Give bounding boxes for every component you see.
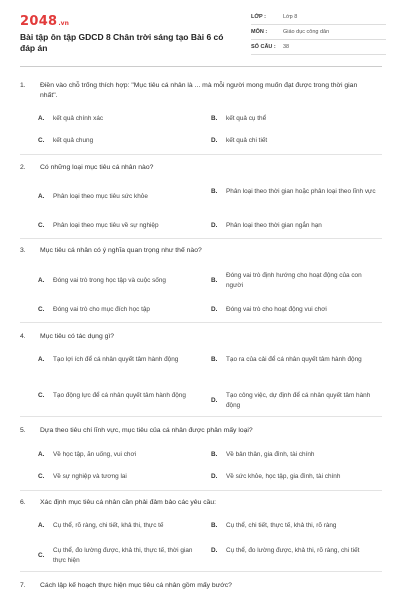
option-text: Cụ thể, đo lường được, khả thi, thực tế, thời gian thực hiện [53,547,193,564]
option-letter: C. [38,306,45,313]
option-6c[interactable] [38,546,203,565]
meta-label: SỐ CÂU : [251,44,276,50]
option-letter: B. [211,451,218,458]
option-letter: C. [38,222,45,229]
question-text: Mục tiêu có tác dụng gì? [40,333,115,340]
option-letter: A. [38,451,45,458]
option-letter: A. [38,356,45,363]
option-text: Đóng vai trò trong học tập và cuộc sống [53,277,166,284]
question-3 [20,246,382,256]
option-2c[interactable] [38,221,203,231]
option-2d[interactable] [211,221,376,231]
option-letter: D. [211,222,218,229]
option-letter: D. [211,306,218,313]
option-5c[interactable] [38,472,203,482]
option-1d[interactable] [211,136,376,146]
question-separator [20,154,382,155]
question-number: 1. [20,82,26,89]
question-separator [20,490,382,491]
option-2b[interactable] [211,187,376,197]
option-text: kết quả cụ thể [226,115,267,122]
option-2a[interactable] [38,192,203,202]
option-letter: A. [38,522,45,529]
option-6a[interactable] [38,521,203,531]
option-text: Cụ thể, rõ ràng, chi tiết, khả thi, thực tế [53,522,164,529]
option-letter: C. [38,392,45,399]
document-header [0,0,400,68]
question-5 [20,426,382,436]
meta-label: LỚP : [251,14,266,20]
option-6d[interactable] [211,546,376,556]
question-1 [20,81,382,101]
option-4b[interactable] [211,355,376,365]
option-text: Phân loại theo mục tiêu về sự nghiệp [53,222,159,229]
option-text: kết quả chung [53,137,94,144]
option-3d[interactable] [211,305,376,315]
option-letter: A. [38,115,45,122]
option-text: Tạo lợi ích để cá nhân quyết tâm hành động [53,356,179,363]
option-text: kết quả chi tiết [226,137,268,144]
option-text: Đóng vai trò định hướng cho hoạt động của con người [226,272,362,289]
option-text: Đóng vai trò cho mục đích học tập [53,306,150,313]
option-letter: B. [211,188,218,195]
option-letter: D. [211,473,218,480]
option-4c[interactable] [38,391,203,401]
option-6b[interactable] [211,521,376,531]
question-number: 3. [20,247,26,254]
option-text: kết quả chính xác [53,115,104,122]
question-number: 4. [20,333,26,340]
option-letter: A. [38,277,45,284]
question-text: Điền vào chỗ trống thích hợp: "Mục tiêu cá nhân là ... mà mỗi người mong muốn đạt được trong thời gian nhất". [40,82,358,99]
option-letter: C. [38,551,45,559]
option-text: Về học tập, ăn uống, vui chơi [53,451,137,458]
question-separator [20,571,382,572]
option-4a[interactable] [38,355,203,365]
meta-row-count [251,40,386,55]
option-text: Tạo công việc, dự định để cá nhân quyết tâm hành động [226,392,371,409]
option-text: Về bản thân, gia đình, tài chính [226,451,315,458]
question-text: Mục tiêu cá nhân có ý nghĩa quan trọng như thế nào? [40,247,202,254]
option-letter: B. [211,115,218,122]
option-letter: D. [211,547,218,554]
option-3a[interactable] [38,276,203,286]
option-3b[interactable] [211,271,376,290]
question-text: Cách lập kế hoạch thực hiện mục tiêu cá nhân gồm mấy bước? [40,582,232,589]
option-5a[interactable] [38,450,203,460]
question-separator [20,238,382,239]
option-text: Phân loại theo mục tiêu sức khỏe [53,193,148,200]
option-text: Phân loại theo thời gian ngắn hạn [226,222,322,229]
question-2 [20,163,382,173]
question-4 [20,332,382,342]
option-1c[interactable] [38,136,203,146]
meta-row-subject [251,25,386,40]
question-6 [20,498,382,508]
option-text: Về sức khỏe, học tập, gia đình, tài chính [226,473,341,480]
meta-value: Giáo dục công dân [283,29,330,35]
option-text: Tạo động lực để cá nhân quyết tâm hành động [53,392,186,399]
question-number: 2. [20,164,26,171]
option-3c[interactable] [38,305,203,315]
site-logo[interactable] [20,14,69,28]
document-meta [251,10,386,55]
meta-row-class [251,10,386,25]
question-text: Dựa theo tiêu chí lĩnh vực, mục tiêu của cá nhân được phân mấy loại? [40,427,253,434]
header-divider [20,66,382,67]
option-letter: A. [38,193,45,200]
option-text: Cụ thể, chi tiết, thực tế, khả thi, rõ ràng [226,522,337,529]
option-text: Đóng vai trò cho hoạt động vui chơi [226,306,327,313]
option-4d[interactable] [211,391,376,410]
option-letter: C. [38,137,45,144]
option-letter: B. [211,356,218,363]
meta-label: MÔN : [251,29,268,35]
option-letter: B. [211,276,218,284]
option-5d[interactable] [211,472,376,482]
logo-suffix: .vn [58,20,69,27]
option-letter: D. [211,137,218,144]
option-text: Tạo ra của cải để cá nhân quyết tâm hành động [226,356,362,363]
question-separator [20,416,382,417]
option-letter: C. [38,473,45,480]
option-text: Phân loại theo thời gian hoặc phân loại theo lĩnh vực [226,188,376,195]
option-letter: D. [211,396,218,404]
meta-value: Lớp 8 [283,14,298,20]
document-title: Bài tập ôn tập GDCD 8 Chân trời sáng tạo Bài 6 có đáp án [20,32,224,53]
question-number: 5. [20,427,26,434]
question-number: 6. [20,499,26,506]
option-1b[interactable] [211,114,376,124]
option-5b[interactable] [211,450,376,460]
option-letter: B. [211,522,218,529]
question-text: Có những loại mục tiêu cá nhân nào? [40,164,154,171]
question-separator [20,322,382,323]
option-text: Về sự nghiệp và tương lai [53,473,127,480]
question-number: 7. [20,582,26,589]
meta-value: 38 [283,44,290,50]
question-7 [20,581,382,591]
logo-text: 2048 [20,14,58,29]
option-text: Cụ thể, đo lường được, khả thi, rõ ràng, chi tiết [226,547,360,554]
option-1a[interactable] [38,114,203,124]
question-text: Xác định mục tiêu cá nhân cần phải đảm bảo các yêu cầu: [40,499,217,506]
